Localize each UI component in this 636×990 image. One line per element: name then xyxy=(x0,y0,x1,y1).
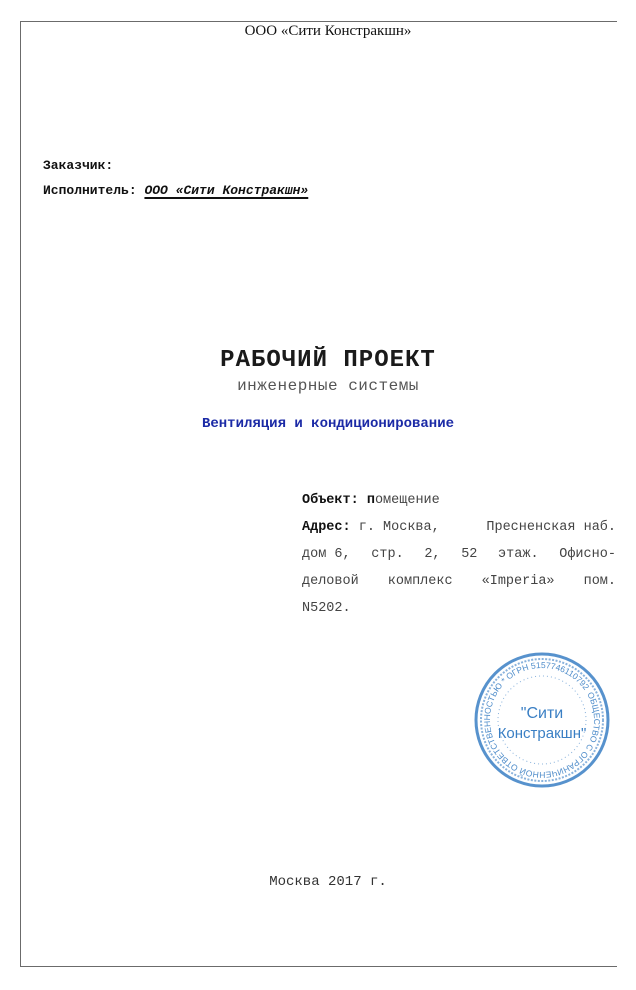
executor-value: ООО «Сити Констракшн» xyxy=(144,183,309,198)
address-text: пом. xyxy=(583,574,616,589)
address-line-2 xyxy=(302,541,616,568)
address-line-3 xyxy=(302,568,616,595)
address-text: комплекс xyxy=(387,574,453,589)
address-text: Офисно- xyxy=(559,547,616,562)
svg-text:"Сити: "Сити xyxy=(520,705,564,722)
executor-row xyxy=(43,183,308,198)
document-subtitle: инженерные системы xyxy=(237,377,419,395)
document-title: РАБОЧИЙ ПРОЕКТ xyxy=(220,347,436,374)
address-label: Адрес: xyxy=(302,520,351,535)
object-value: омещение xyxy=(374,493,440,508)
object-value-first: п xyxy=(366,493,375,508)
address-text: 52 xyxy=(461,547,478,562)
address-text: стр. xyxy=(371,547,404,562)
object-label: Объект: xyxy=(302,493,359,508)
footer-city-year: Москва 2017 г. xyxy=(269,874,387,890)
address-text: 2, xyxy=(424,547,441,562)
svg-text:Констракшн": Констракшн" xyxy=(497,725,587,742)
object-line xyxy=(302,487,616,514)
executor-label: Исполнитель: xyxy=(43,183,137,198)
address-text: этаж. xyxy=(498,547,539,562)
header-company: ООО «Сити Констракшн» xyxy=(244,23,412,39)
address-text: дом 6, xyxy=(302,547,351,562)
customer-row xyxy=(43,158,113,173)
section-heading: Вентиляция и кондиционирование xyxy=(201,416,455,432)
address-line-1 xyxy=(302,514,616,541)
object-block xyxy=(302,487,616,622)
address-text: Пресненская наб. xyxy=(486,520,616,535)
address-text: «Imperia» xyxy=(481,574,555,589)
address-text: г. Москва, xyxy=(358,520,440,535)
address-text: деловой xyxy=(302,574,359,589)
customer-label: Заказчик: xyxy=(43,158,114,173)
svg-text:ОБЩЕСТВО С ОГРАНИЧЕННОЙ ОТВЕТС: ОБЩЕСТВО С ОГРАНИЧЕННОЙ ОТВЕТСТВЕННОСТЬЮ * ОГРН 5157746110792 xyxy=(481,659,603,781)
address-text: N5202. xyxy=(302,601,351,616)
company-stamp-icon xyxy=(472,650,612,790)
address-line-4 xyxy=(302,595,616,622)
